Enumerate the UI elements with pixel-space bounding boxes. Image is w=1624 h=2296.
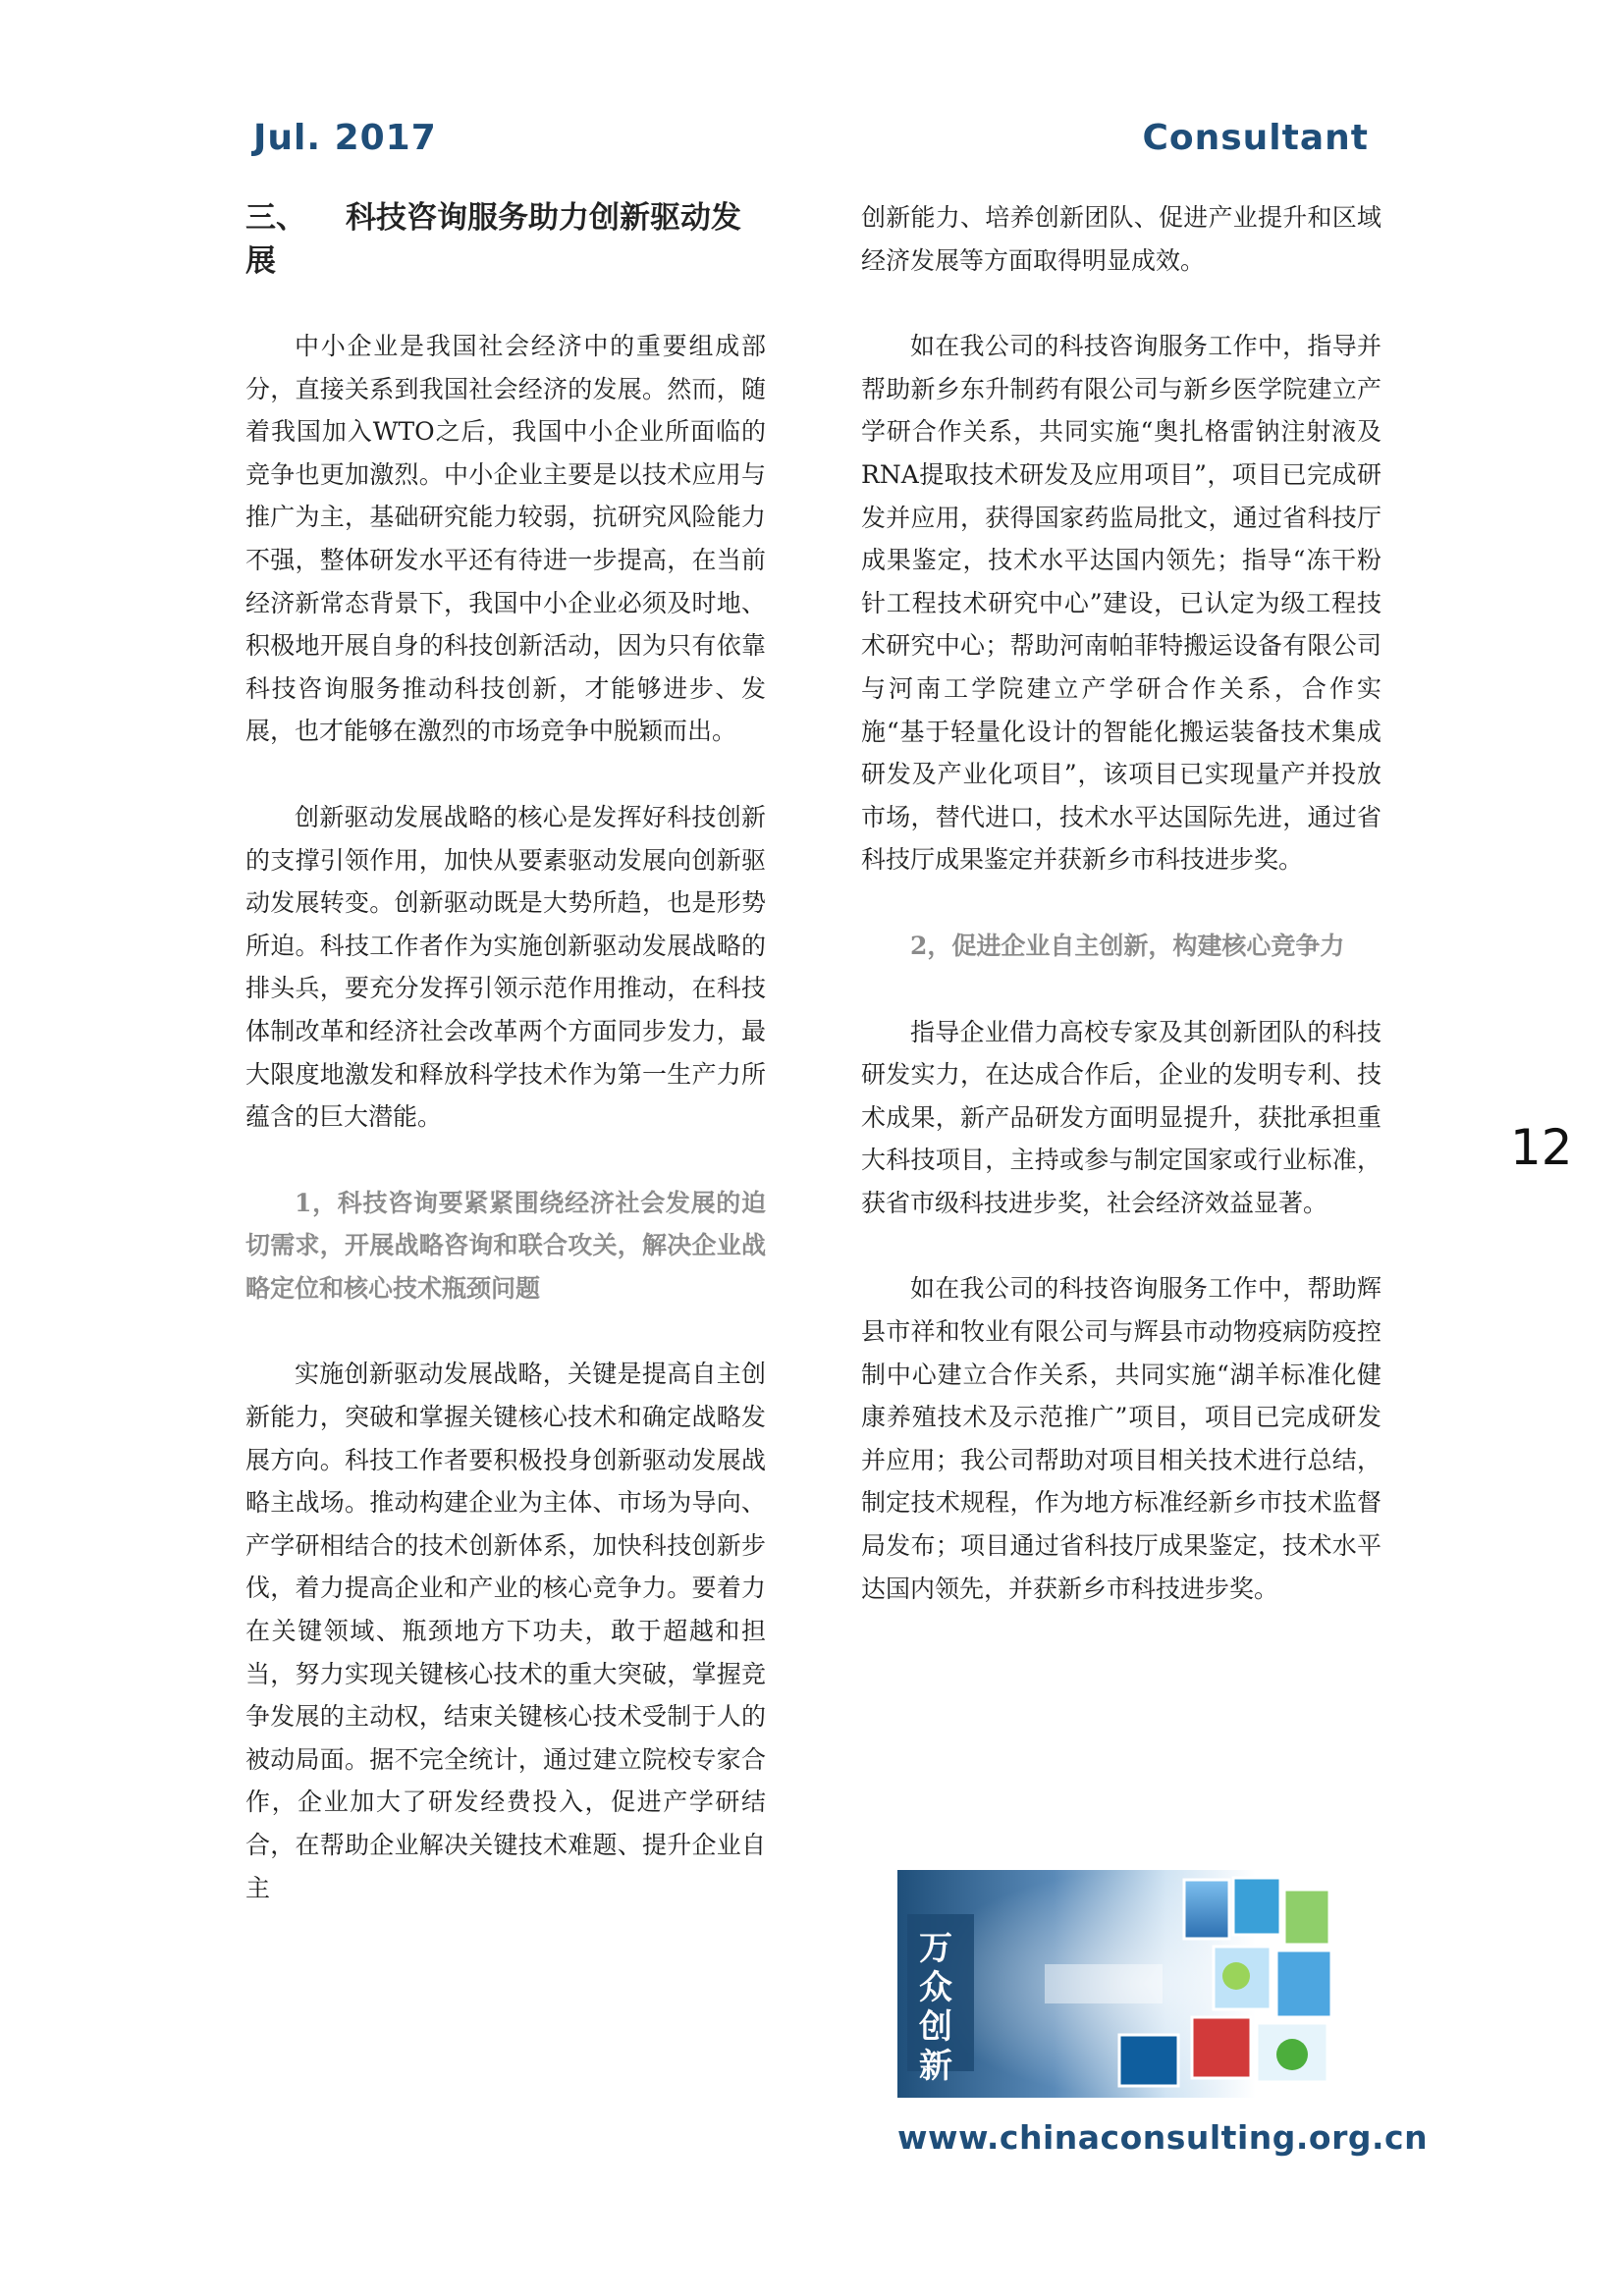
section-title [245,196,766,283]
page-number: 12 [1510,1119,1573,1176]
paragraph-university-cooperation: 指导企业借力高校专家及其创新团队的科技研发实力，在达成合作后，企业的发明专利、技术成果，新产品研发方面明显提升，获批承担重大科技项目，主持或参与制定国家或行业标准，获省市级科技进步奖，社会经济效益显著。 [861,1017,1381,1217]
header-date: Jul. 2017 [253,118,437,158]
paragraph-innovation-strategy: 创新驱动发展战略的核心是发挥好科技创新的支撑引领作用，加快从要素驱动发展向创新驱动发展转变。创新驱动既是大势所趋，也是形势所迫。科技工作者作为实施创新驱动发展战略的排头兵，要充分发挥引领示范作用推动，在科技体制改革和经济社会改革两个方面同步发力，最大限度地激发和释放科学技术作为第一生产力所蕴含的巨大潜能。 [245,802,766,1132]
left-column [245,196,766,1909]
right-column [861,196,1381,1610]
paragraph-sme-intro: 中小企业是我国社会经济中的重要组成部分，直接关系到我国社会经济的发展。然而，随着我国加入WTO之后，我国中小企业所面临的竞争也更加激烈。中小企业主要是以技术应用与推广为主，基础研究能力较弱，抗研究风险能力不强，整体研发水平还有待进一步提高，在当前经济新常态背景下，我国中小企业必须及时地、积极地开展自身的科技创新活动，因为只有依靠科技咨询服务推动科技创新，才能够进步、发展，也才能够在激烈的市场竞争中脱颖而出。 [245,332,766,746]
subheading-1: 1，科技咨询要紧紧围绕经济社会发展的迫切需求，开展战略咨询和联合攻关，解决企业战略定位和核心技术瓶颈问题 [245,1188,766,1303]
paragraph-case-dongsheng: 如在我公司的科技咨询服务工作中，指导并帮助新乡东升制药有限公司与新乡医学院建立产学研合作关系，共同实施“奥扎格雷钠注射液及RNA提取技术研发及应用项目”，项目已完成研发并应用，获得国家药监局批文，通过省科技厅成果鉴定，技术水平达国内领先；指导“冻干粉针工程技术研究中心”建设，已认定为级工程技术研究中心；帮助河南帕菲特搬运设备有限公司与河南工学院建立产学研合作关系，合作实施“基于轻量化设计的智能化搬运装备技术集成研发及产业化项目”，该项目已实现量产并投放市场，替代进口，技术水平达国际先进，通过省科技厅成果鉴定并获新乡市科技进步奖。 [861,332,1381,875]
section-title-text: 科技咨询服务助力创新驱动发展 [245,200,741,279]
section-number: 三、 [245,200,306,236]
footer-website-url: www.chinaconsulting.org.cn [897,2118,1429,2157]
banner-caption: 万众创新 [919,1929,952,2086]
subheading-2: 2，促进企业自主创新，构建核心竞争力 [910,931,1345,960]
paragraph-case-xianghe: 如在我公司的科技咨询服务工作中，帮助辉县市祥和牧业有限公司与辉县市动物疫病防疫控制中心建立合作关系，共同实施“湖羊标准化健康养殖技术及示范推广”项目，项目已完成研发并应用；我公司帮助对项目相关技术进行总结，制定技术规程，作为地方标准经新乡市技术监督局发布；项目通过省科技厅成果鉴定，技术水平达国内领先，并获新乡市科技进步奖。 [861,1274,1381,1603]
innovation-banner-image [897,1870,1345,2098]
header-magazine-name: Consultant [1142,118,1369,158]
banner-graphic [897,1870,1345,2098]
paragraph-key-technology: 实施创新驱动发展战略，关键是提高自主创新能力，突破和掌握关键核心技术和确定战略发展方向。科技工作者要积极投身创新驱动发展战略主战场。推动构建企业为主体、市场为导向、产学研相结合的技术创新体系，加快科技创新步伐，着力提高企业和产业的核心竞争力。要着力在关键领域、瓶颈地方下功夫，敢于超越和担当，努力实现关键核心技术的重大突破，掌握竞争发展的主动权，结束关键核心技术受制于人的被动局面。据不完全统计，通过建立院校专家合作，企业加大了研发经费投入，促进产学研结合，在帮助企业解决关键技术难题、提升企业自主 [245,1360,766,1902]
paragraph-continuation: 创新能力、培养创新团队、促进产业提升和区域经济发展等方面取得明显成效。 [861,203,1381,275]
